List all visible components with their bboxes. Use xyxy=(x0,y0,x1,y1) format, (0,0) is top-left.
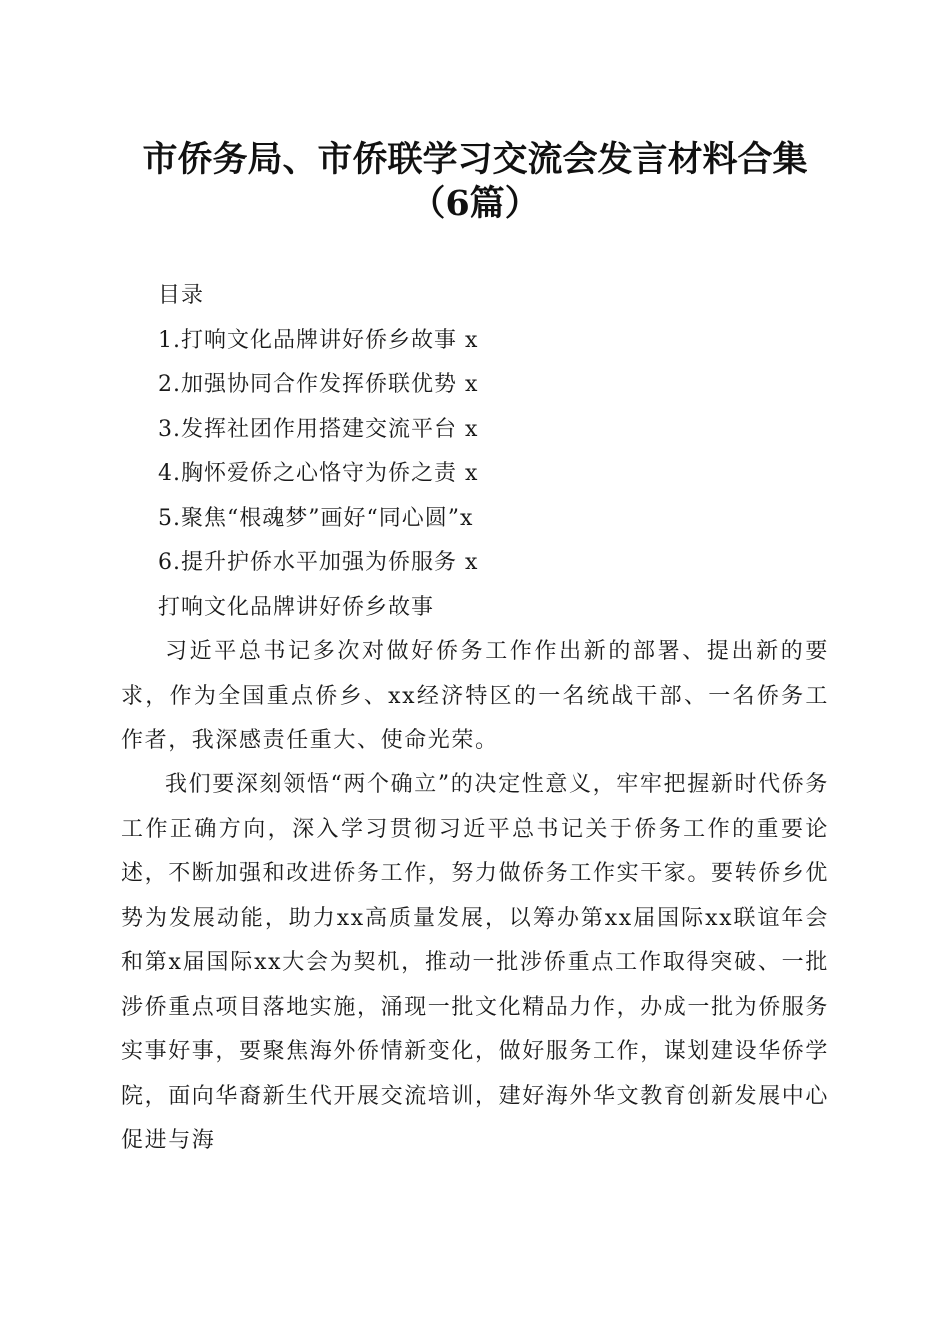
toc-item: 2.加强协同合作发挥侨联优势 x xyxy=(158,372,479,397)
toc-item: 4.胸怀爱侨之心恪守为侨之责 x xyxy=(158,461,479,486)
toc-item: 5.聚焦“根魂梦”画好“同心圆”x xyxy=(158,505,474,531)
body-paragraph: 习近平总书记多次对做好侨务工作作出新的部署、提出新的要求，作为全国重点侨乡、xx经济特区的一名统战干部、一名侨务工作者，我深感责任重大、使命光荣。 xyxy=(121,639,829,753)
document-title-count: （6篇） xyxy=(410,183,540,224)
section-heading: 打响文化品牌讲好侨乡故事 xyxy=(158,594,435,620)
toc-heading: 目录 xyxy=(158,283,205,308)
table-of-contents xyxy=(158,274,478,630)
toc-item: 3.发挥社团作用搭建交流平台 x xyxy=(158,416,479,442)
toc-item: 6.提升护侨水平加强为侨服务 x xyxy=(158,550,479,575)
body-paragraph: 我们要深刻领悟“两个确立”的决定性意义，牢牢把握新时代侨务工作正确方向，深入学习贯彻习近平总书记关于侨务工作的重要论述，不断加强和改进侨务工作，努力做侨务工作实干家。要转侨乡优势为发展动能，助力xx高质量发展，以筹办第xx届国际xx联谊年会和第x届国际xx大会为契机，推动一批涉侨重点工作取得突破、一批涉侨重点项目落地实施，涌现一批文化精品力作，办成一批为侨服务实事好事，要聚焦海外侨情新变化，做好服务工作，谋划建设华侨学院，面向华裔新生代开展交流培训，建好海外华文教育创新发展中心促进与海 xyxy=(121,772,830,1153)
toc-item: 1.打响文化品牌讲好侨乡故事 x xyxy=(158,327,479,353)
document-title: 市侨务局、市侨联学习交流会发言材料合集 xyxy=(142,139,808,180)
